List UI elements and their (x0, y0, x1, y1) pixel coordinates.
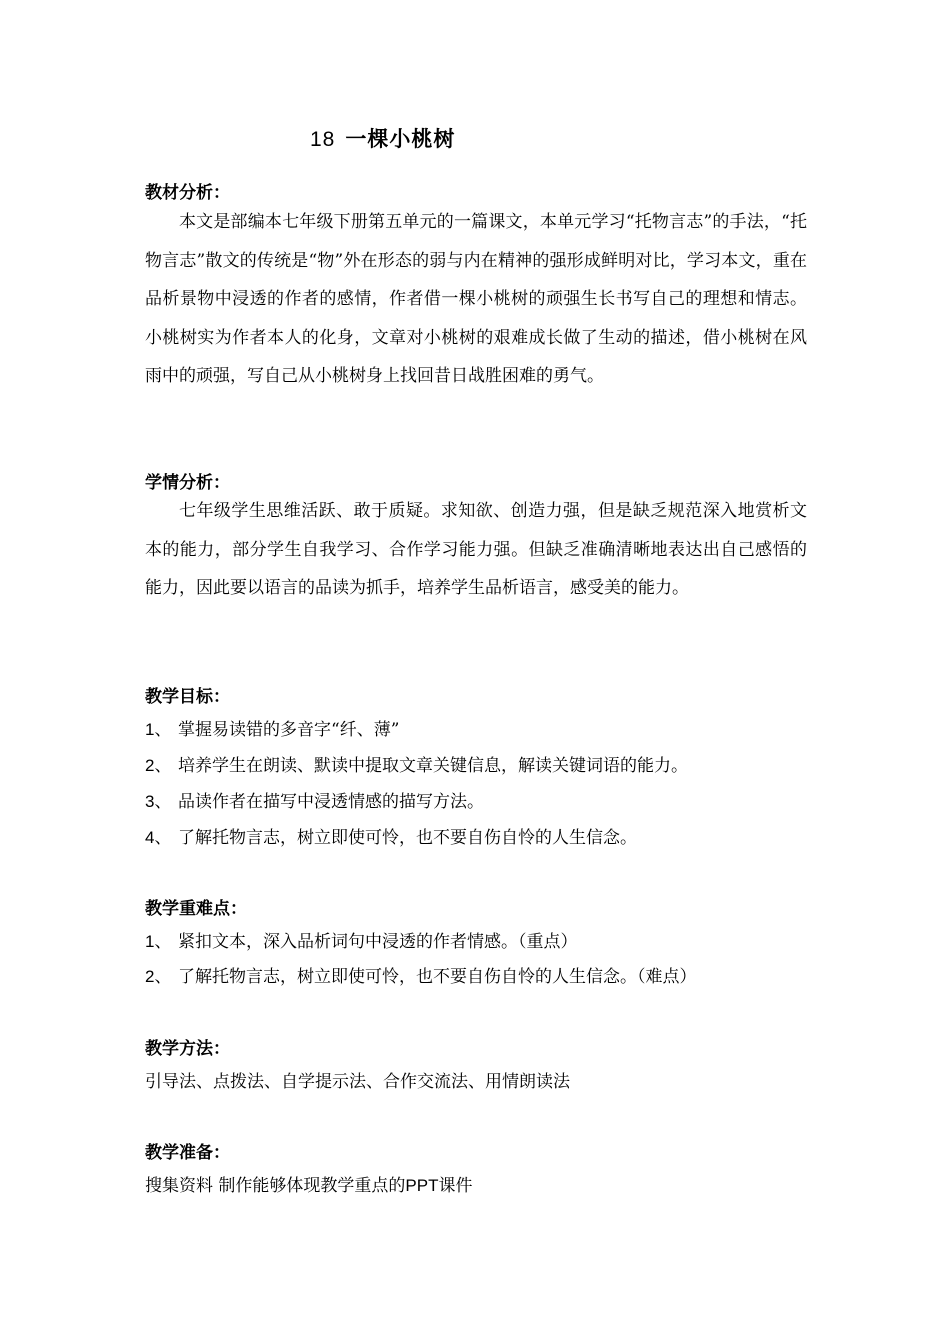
goal-item: 1、 掌握易读错的多音字“纤、薄” (145, 720, 400, 740)
keypoint-item: 1、 紧扣文本，深入品析词句中浸透的作者情感。（重点） (145, 932, 578, 952)
methods-text: 引导法、点拨法、自学提示法、合作交流法、用情朗读法 (145, 1072, 570, 1092)
goal-item: 3、 品读作者在描写中浸透情感的描写方法。 (145, 792, 484, 812)
materials-paragraph: 本文是部编本七年级下册第五单元的一篇课文，本单元学习“托物言志”的手法，“托物言志”散文的传统是“物”外在形态的弱与内在精神的强形成鲜明对比，学习本文，重在品析景物中浸透的作者的感情，作者借一棵小桃树的顽强生长书写自己的理想和情志。小桃树实为作者本人的化身，文章对小桃树的艰难成长做了生动的描述，借小桃树在风雨中的顽强，写自己从小桃树身上找回昔日战胜困难的勇气。 (145, 212, 807, 386)
keypoints-heading: 教学重难点： (145, 899, 247, 919)
materials-heading: 教材分析： (145, 183, 230, 203)
goal-item: 4、 了解托物言志，树立即使可怜，也不要自伤自怜的人生信念。 (145, 828, 637, 848)
lesson-title (310, 123, 455, 153)
goal-item: 2、 培养学生在朗读、默读中提取文章关键信息，解读关键词语的能力。 (145, 756, 688, 776)
lesson-number: 18 (310, 128, 336, 151)
students-paragraph: 七年级学生思维活跃、敢于质疑。求知欲、创造力强，但是缺乏规范深入地赏析文本的能力，部分学生自我学习、合作学习能力强。但缺乏准确清晰地表达出自己感悟的能力，因此要以语言的品读为抓手，培养学生品析语言，感受美的能力。 (145, 501, 807, 598)
keypoint-item: 2、 了解托物言志，树立即使可怜，也不要自伤自怜的人生信念。（难点） (145, 967, 697, 987)
prep-heading: 教学准备： (145, 1143, 230, 1163)
methods-heading: 教学方法： (145, 1039, 230, 1059)
prep-text: 搜集资料 制作能够体现教学重点的PPT课件 (145, 1176, 473, 1196)
students-heading: 学情分析： (145, 473, 230, 493)
lesson-title-text: 一棵小桃树 (345, 126, 456, 151)
goals-heading: 教学目标： (145, 687, 230, 707)
